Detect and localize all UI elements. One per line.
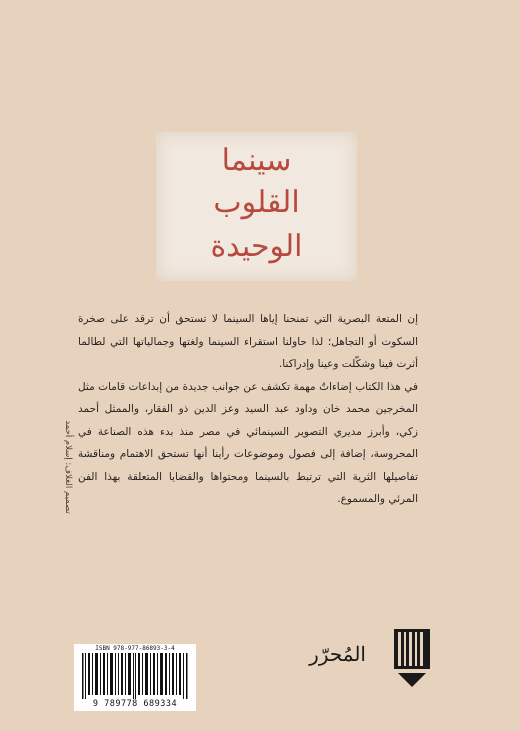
isbn-label: ISBN 978-977-86893-3-4 [95,645,175,652]
title-line-3: الوحيدة [210,229,303,264]
blurb-paragraph-1: إن المتعة البصرية التي تمنحنا إياها السينما لا تستحق أن ترقد على صخرة السكوت أو التجاهل؛ لذا حاولنا استقراء السينما ولغتها وجمالياتها التي لطالما أثرت فينا وشكّلت وعينا وإدراكنا. [78,313,418,370]
title-line-1: سينما [221,143,292,178]
cover-designer-credit: تصميم الغلاف: إسلام أحمد [63,420,73,514]
isbn-barcode [74,644,196,711]
publisher-name: المُحرّر [309,642,366,666]
title-line-2: القلوب [213,185,300,220]
back-cover-blurb [78,308,418,511]
title-card [156,132,357,281]
blurb-paragraph-2: في هذا الكتاب إضاءاتٌ مهمة تكشف عن جوانب جديدة من إبداعات قامات مثل المخرجين محمد خان وداود عبد السيد وعز الدين ذو الفقار، والممثل أحمد زكي، وأبرز مديري التصوير السينمائي في مصر منذ بدء هذه الصناعة في المحروسة، إضافة إلى فصول وموضوعات رأينا أنها تستحق الاهتمام ومناقشة تفاصيلها الثرية التي ترتبط بالسينما ومحتواها والقضايا المتعلقة بهذا الفن المرئي والمسموع. [78,380,418,505]
publisher-logo-icon [392,629,432,691]
barcode-bars [82,653,188,699]
isbn-number: 9 789778 689334 [92,699,178,709]
